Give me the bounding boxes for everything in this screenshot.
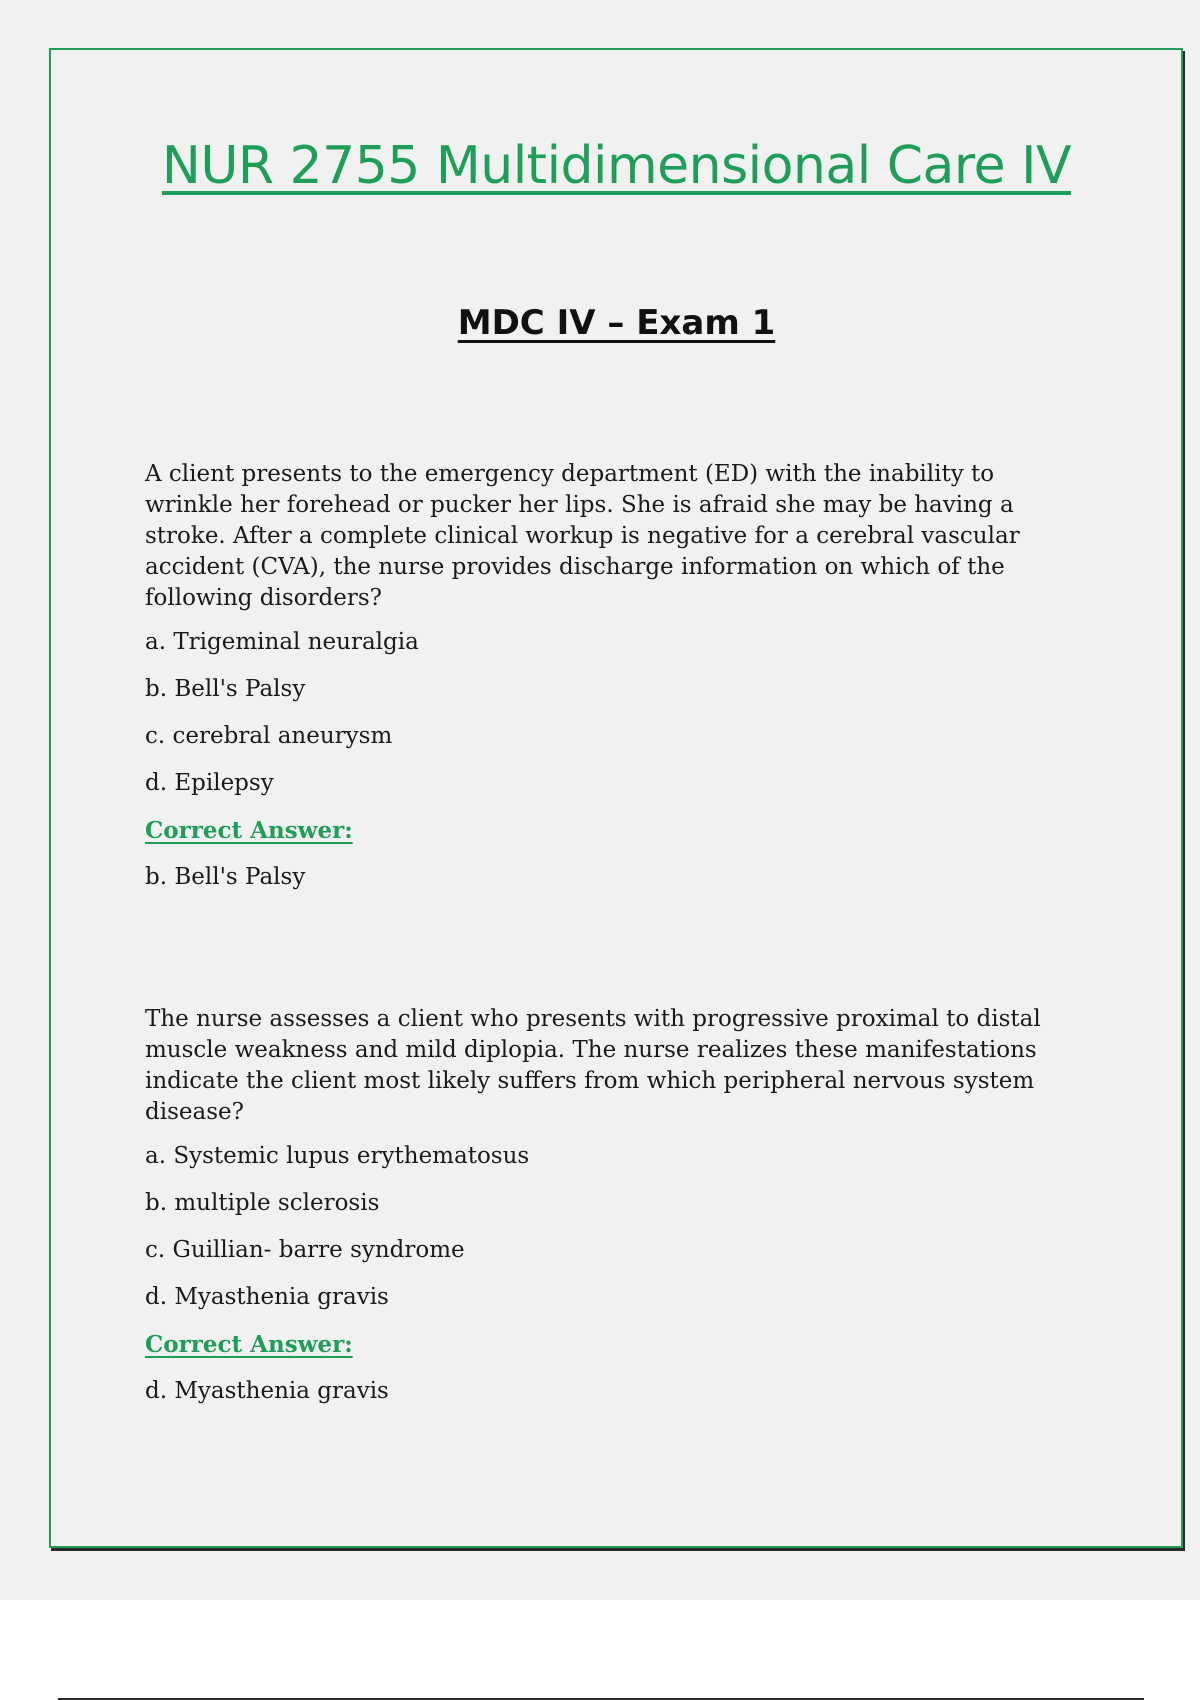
answer-option-c: c. cerebral aneurysm: [145, 723, 393, 749]
correct-answer-label: Correct Answer:: [145, 1331, 353, 1358]
answer-option-a: a. Trigeminal neuralgia: [145, 629, 419, 655]
answer-option-d: d. Epilepsy: [145, 770, 274, 796]
correct-answer-value: b. Bell's Palsy: [145, 864, 306, 890]
correct-answer-value: d. Myasthenia gravis: [145, 1378, 389, 1404]
answer-option-d: d. Myasthenia gravis: [145, 1284, 389, 1310]
question-stem: A client presents to the emergency department (ED) with the inability to wrinkle her forehead or pucker her lips. She is afraid she may be having a stroke. After a complete clinical workup is negative for a cerebral vascular accident (CVA), the nurse provides discharge information on which of the following disorders?: [145, 461, 1020, 611]
answer-option-a: a. Systemic lupus erythematosus: [145, 1143, 530, 1169]
answer-option-b: b. multiple sclerosis: [145, 1190, 380, 1216]
answer-option-c: c. Guillian- barre syndrome: [145, 1237, 465, 1263]
document-title: NUR 2755 Multidimensional Care IV: [161, 136, 1072, 196]
question-1: [145, 459, 1060, 908]
answer-option-b: b. Bell's Palsy: [145, 676, 306, 702]
question-2: [145, 1004, 1060, 1422]
question-stem: The nurse assesses a client who presents with progressive proximal to distal muscle weakness and mild diplopia. The nurse realizes these manifestations indicate the client most likely suffers from which peripheral nervous system disease?: [145, 1006, 1041, 1125]
correct-answer-label: Correct Answer:: [145, 817, 353, 844]
document-subtitle: MDC IV – Exam 1: [457, 303, 776, 343]
